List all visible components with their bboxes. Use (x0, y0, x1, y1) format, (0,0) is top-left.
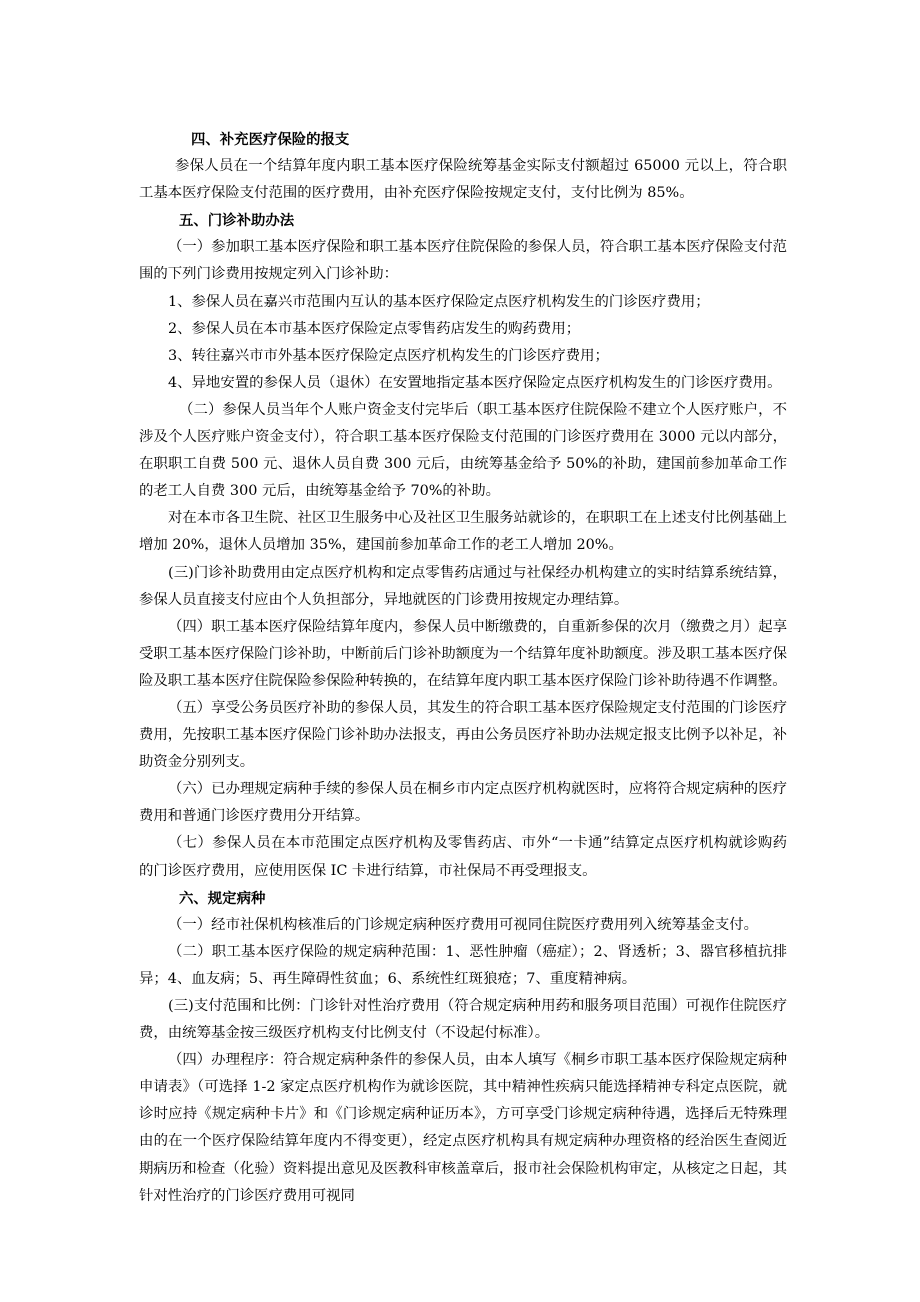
paragraph: （五）享受公务员医疗补助的参保人员，其发生的符合职工基本医疗保险规定支付范围的门诊医疗费用，先按职工基本医疗保险门诊补助办法报支，再由公务员医疗补助办法规定报支比例予以补足，补助资金分别列支。 (139, 699, 787, 771)
section-heading: 六、规定病种 (179, 889, 266, 907)
list-item: 1、参保人员在嘉兴市范围内互认的基本医疗保险定点医疗机构发生的门诊医疗费用； (168, 293, 710, 310)
paragraph: (三)支付范围和比例：门诊针对性治疗费用（符合规定病种用药和服务项目范围）可视作住院医疗费，由统筹基金按三级医疗机构支付比例支付（不设起付标准）。 (139, 998, 787, 1042)
paragraph: （一）经市社保机构核准后的门诊规定病种医疗费用可视同住院医疗费用列入统筹基金支付。 (168, 916, 759, 933)
paragraph: （六）已办理规定病种手续的参保人员在桐乡市内定点医疗机构就医时，应将符合规定病种的医疗费用和普通门诊医疗费用分开结算。 (139, 781, 787, 825)
list-item: 3、转往嘉兴市市外基本医疗保险定点医疗机构发生的门诊医疗费用； (168, 347, 609, 364)
paragraph: 参保人员在一个结算年度内职工基本医疗保险统筹基金实际支付额超过 65000 元以上，符合职工基本医疗保险支付范围的医疗费用，由补充医疗保险按规定支付，支付比例为 85%。 (139, 158, 787, 202)
list-item: 2、参保人员在本市基本医疗保险定点零售药店发生的购药费用； (168, 320, 581, 337)
paragraph: （七）参保人员在本市范围定点医疗机构及零售药店、市外“一卡通”结算定点医疗机构就诊购药的门诊医疗费用，应使用医保 IC 卡进行结算，市社保局不再受理报支。 (139, 835, 787, 879)
paragraph: 对在本市各卫生院、社区卫生服务中心及社区卫生服务站就诊的，在职职工在上述支付比例基础上增加 20%，退休人员增加 35%，建国前参加革命工作的老工人增加 20%。 (139, 510, 787, 554)
paragraph: （一）参加职工基本医疗保险和职工基本医疗住院保险的参保人员，符合职工基本医疗保险支付范围的下列门诊费用按规定列入门诊补助： (139, 239, 787, 283)
paragraph: （二）参保人员当年个人账户资金支付完毕后（职工基本医疗住院保险不建立个人医疗账户，不涉及个人医疗账户资金支付），符合职工基本医疗保险支付范围的门诊医疗费用在 3000 元以内部分，在职职工自费 500 元、退休人员自费 300 元后，由统筹基金给予 50%的补助，建国前参加革命工作的老工人自费 300 元后，由统筹基金给予 70%的补助。 (139, 401, 787, 500)
paragraph: （二）职工基本医疗保险的规定病种范围：1、恶性肿瘤（癌症）；2、肾透析；3、器官移植抗排异；4、血友病；5、再生障碍性贫血；6、系统性红斑狼疮；7、重度精神病。 (139, 943, 787, 987)
list-item: 4、异地安置的参保人员（退休）在安置地指定基本医疗保险定点医疗机构发生的门诊医疗费用。 (168, 374, 782, 391)
paragraph: （四）职工基本医疗保险结算年度内，参保人员中断缴费的，自重新参保的次月（缴费之月）起享受职工基本医疗保险门诊补助，中断前后门诊补助额度为一个结算年度补助额度。涉及职工基本医疗保险及职工基本医疗住院保险参保险种转换的，在结算年度内职工基本医疗保险门诊补助待遇不作调整。 (139, 618, 787, 689)
paragraph: (三)门诊补助费用由定点医疗机构和定点零售药店通过与社保经办机构建立的实时结算系统结算，参保人员直接支付应由个人负担部分，异地就医的门诊费用按规定办理结算。 (139, 564, 787, 608)
section-heading: 五、门诊补助办法 (179, 212, 295, 230)
paragraph: （四）办理程序：符合规定病种条件的参保人员，由本人填写《桐乡市职工基本医疗保险规定病种申请表》（可选择 1-2 家定点医疗机构作为就诊医院，其中精神性疾病只能选择精神专科定点医院，就诊时应持《规定病种卡片》和《门诊规定病种证历本》，方可享受门诊规定病种待遇，选择后无特殊理由的在一个医疗保险结算年度内不得变更），经定点医疗机构具有规定病种办理资格的经治医生查阅近期病历和检查（化验）资料提出意见及医教科审核盖章后，报市社会保险机构审定，从核定之日起，其针对性治疗的门诊医疗费用可视同 (139, 1052, 787, 1204)
section-heading: 四、补充医疗保险的报支 (191, 131, 350, 148)
document-body (139, 126, 787, 1210)
